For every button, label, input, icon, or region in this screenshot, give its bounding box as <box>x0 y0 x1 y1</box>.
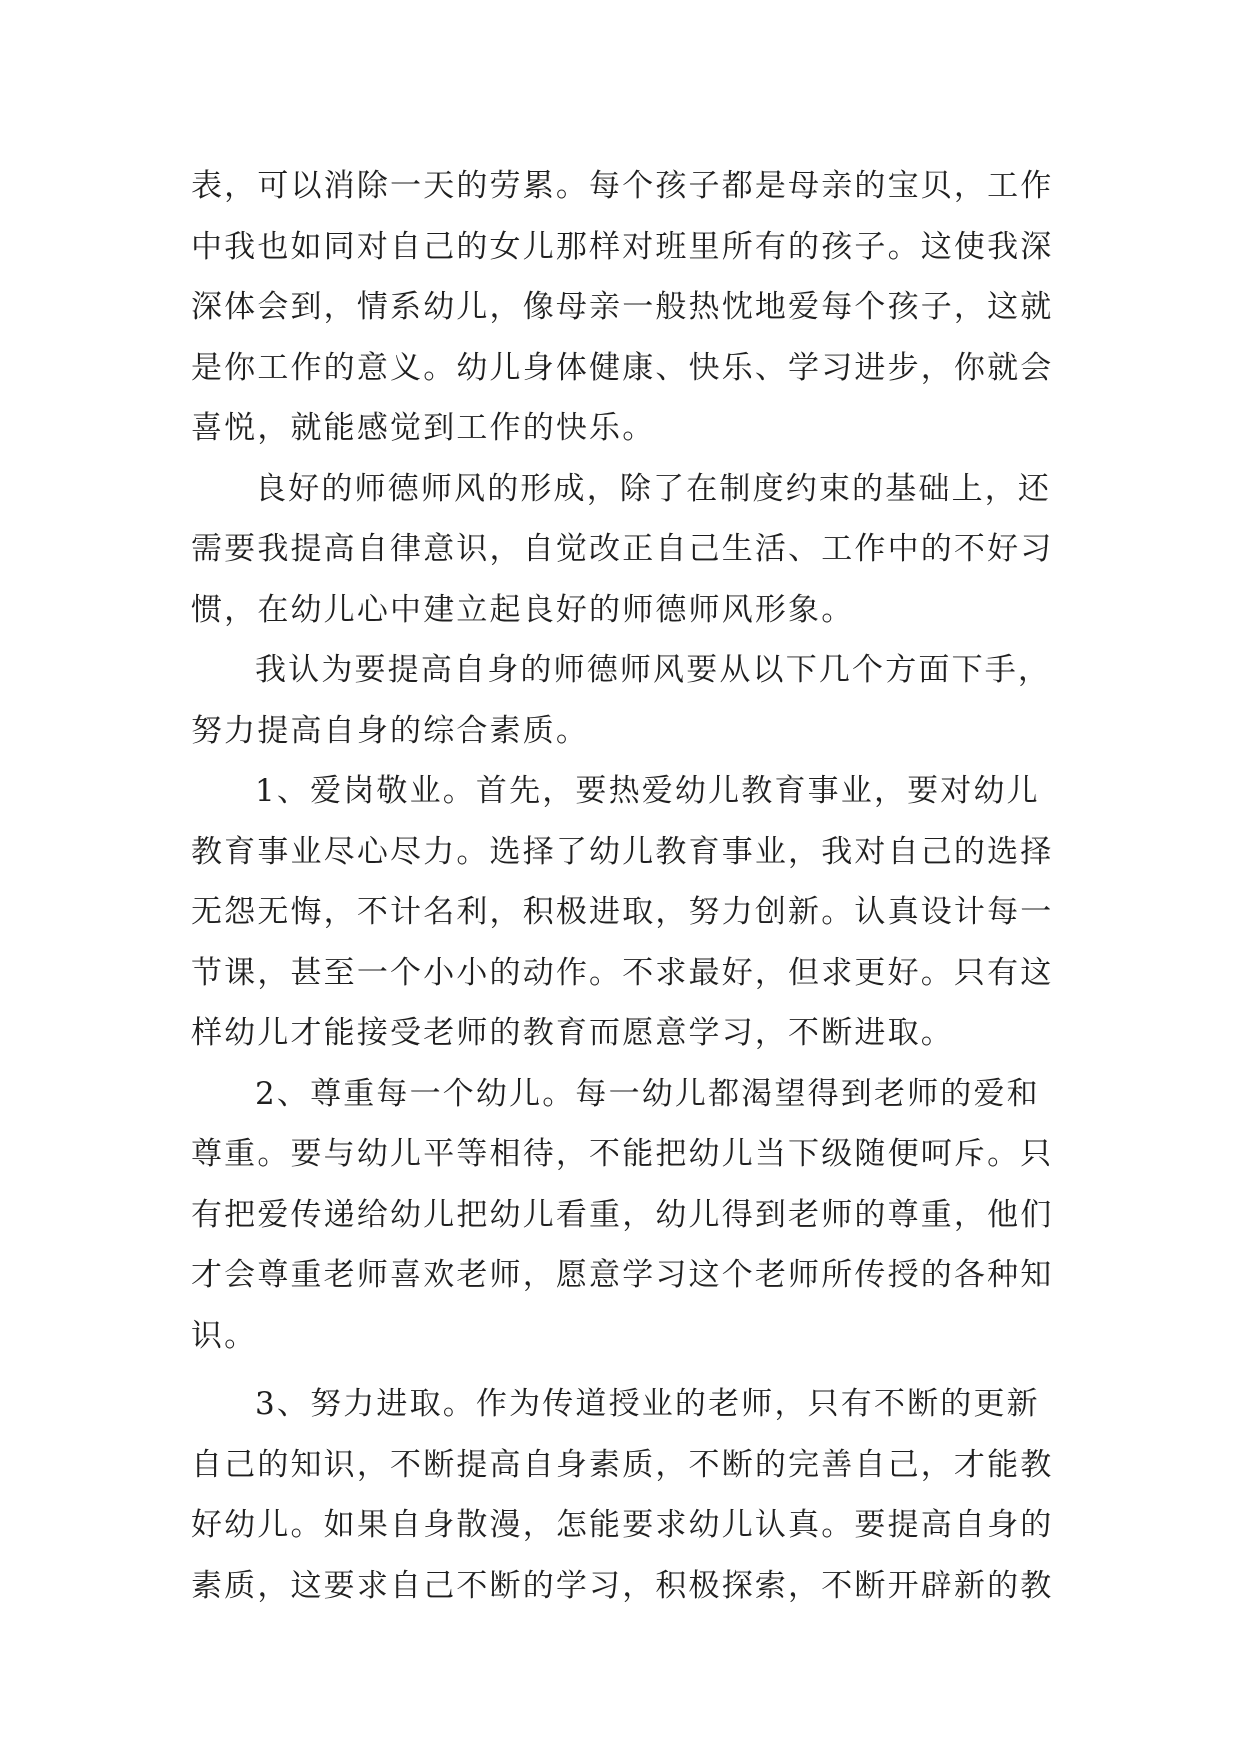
paragraph-5 <box>191 1064 1054 1367</box>
paragraph-line: 深体会到，情系幼儿，像母亲一般热忱地爱每个孩子，这就 <box>191 289 1054 325</box>
paragraph-line: 才会尊重老师喜欢老师，愿意学习这个老师所传授的各种知 <box>191 1257 1054 1293</box>
paragraph-line: 是你工作的意义。幼儿身体健康、快乐、学习进步，你就会 <box>191 349 1054 386</box>
document-body <box>191 156 1054 1616</box>
paragraph-line: 自己的知识，不断提高自身素质，不断的完善自己，才能教 <box>191 1446 1054 1483</box>
paragraph-line: 3、努力进取。作为传道授业的老师，只有不断的更新 <box>255 1386 1040 1422</box>
paragraph-line: 惯，在幼儿心中建立起良好的师德师风形象。 <box>191 591 855 628</box>
paragraph-6 <box>191 1374 1054 1616</box>
paragraph-line: 尊重。要与幼儿平等相待，不能把幼儿当下级随便呵斥。只 <box>191 1136 1054 1172</box>
paragraph-line: 需要我提高自律意识，自觉改正自己生活、工作中的不好习 <box>191 531 1054 567</box>
paragraph-line: 素质，这要求自己不断的学习，积极探索，不断开辟新的教 <box>191 1567 1054 1604</box>
paragraph-line: 我认为要提高自身的师德师风要从以下几个方面下手， <box>255 652 1052 688</box>
paragraph-line: 努力提高自身的综合素质。 <box>191 712 590 749</box>
paragraph-2 <box>191 459 1054 641</box>
paragraph-line: 2、尊重每一个幼儿。每一幼儿都渴望得到老师的爱和 <box>255 1075 1040 1112</box>
paragraph-line: 喜悦，就能感觉到工作的快乐。 <box>191 410 656 446</box>
paragraph-line: 中我也如同对自己的女儿那样对班里所有的孩子。这使我深 <box>191 228 1054 265</box>
paragraph-line: 无怨无悔，不计名利，积极进取，努力创新。认真设计每一 <box>191 894 1054 930</box>
paragraph-line: 样幼儿才能接受老师的教育而愿意学习，不断进取。 <box>191 1015 954 1051</box>
paragraph-line: 1、爱岗敬业。首先，要热爱幼儿教育事业，要对幼儿 <box>255 773 1040 809</box>
paragraph-line: 教育事业尽心尽力。选择了幼儿教育事业，我对自己的选择 <box>191 833 1054 870</box>
paragraph-3 <box>191 640 1051 761</box>
paragraph-line: 识。 <box>191 1317 258 1354</box>
paragraph-1 <box>191 156 1054 459</box>
paragraph-line: 好幼儿。如果自身散漫，怎能要求幼儿认真。要提高自身的 <box>191 1507 1054 1543</box>
paragraph-line: 有把爱传递给幼儿把幼儿看重，幼儿得到老师的尊重，他们 <box>191 1196 1054 1233</box>
paragraph-line: 良好的师德师风的形成，除了在制度约束的基础上，还 <box>255 470 1052 507</box>
paragraph-line: 表，可以消除一天的劳累。每个孩子都是母亲的宝贝，工作 <box>191 168 1054 204</box>
paragraph-line: 节课，甚至一个小小的动作。不求最好，但求更好。只有这 <box>191 954 1054 991</box>
paragraph-spacer <box>191 1366 1051 1374</box>
paragraph-4 <box>191 761 1054 1064</box>
